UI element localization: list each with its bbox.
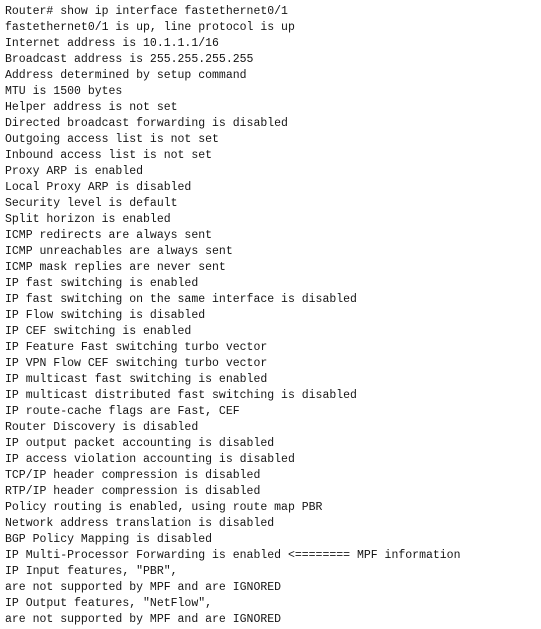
output-line: IP route-cache flags are Fast, CEF bbox=[5, 405, 240, 418]
command-prompt-line: Router# show ip interface fastethernet0/1 bbox=[5, 5, 288, 18]
output-line: RTP/IP header compression is disabled bbox=[5, 485, 261, 498]
output-line: IP Output features, "NetFlow", bbox=[5, 597, 213, 610]
terminal-lines bbox=[5, 4, 460, 628]
output-line: are not supported by MPF and are IGNORED bbox=[5, 613, 282, 626]
output-line: Proxy ARP is enabled bbox=[5, 165, 144, 178]
output-line: IP fast switching on the same interface is disabled bbox=[5, 293, 357, 306]
output-line: Policy routing is enabled, using route map PBR bbox=[5, 501, 323, 514]
output-line: are not supported by MPF and are IGNORED bbox=[5, 581, 282, 594]
output-line: Split horizon is enabled bbox=[5, 213, 171, 226]
output-line: IP access violation accounting is disabled bbox=[5, 453, 295, 466]
output-line: BGP Policy Mapping is disabled bbox=[5, 533, 213, 546]
output-line: Local Proxy ARP is disabled bbox=[5, 181, 192, 194]
output-line: ICMP unreachables are always sent bbox=[5, 245, 233, 258]
output-line: MTU is 1500 bytes bbox=[5, 85, 123, 98]
output-line: Inbound access list is not set bbox=[5, 149, 213, 162]
output-line: IP Flow switching is disabled bbox=[5, 309, 206, 322]
output-line: fastethernet0/1 is up, line protocol is up bbox=[5, 21, 295, 34]
output-line: Broadcast address is 255.255.255.255 bbox=[5, 53, 254, 66]
output-line: TCP/IP header compression is disabled bbox=[5, 469, 261, 482]
output-line: IP VPN Flow CEF switching turbo vector bbox=[5, 357, 268, 370]
mpf-information-line: IP Multi-Processor Forwarding is enabled <======== MPF information bbox=[5, 549, 461, 562]
output-line: IP fast switching is enabled bbox=[5, 277, 199, 290]
output-line: ICMP redirects are always sent bbox=[5, 229, 213, 242]
output-line: IP output packet accounting is disabled bbox=[5, 437, 275, 450]
output-line: Router Discovery is disabled bbox=[5, 421, 199, 434]
output-line: Directed broadcast forwarding is disabled bbox=[5, 117, 288, 130]
output-line: IP multicast distributed fast switching is disabled bbox=[5, 389, 357, 402]
output-line: IP multicast fast switching is enabled bbox=[5, 373, 268, 386]
output-line: Security level is default bbox=[5, 197, 178, 210]
output-line: IP CEF switching is enabled bbox=[5, 325, 192, 338]
output-line: IP Feature Fast switching turbo vector bbox=[5, 341, 268, 354]
output-line: Helper address is not set bbox=[5, 101, 178, 114]
output-line: ICMP mask replies are never sent bbox=[5, 261, 226, 274]
output-line: Network address translation is disabled bbox=[5, 517, 275, 530]
output-line: Address determined by setup command bbox=[5, 69, 247, 82]
output-line: Outgoing access list is not set bbox=[5, 133, 219, 146]
output-line: Internet address is 10.1.1.1/16 bbox=[5, 37, 219, 50]
output-line: IP Input features, "PBR", bbox=[5, 565, 178, 578]
